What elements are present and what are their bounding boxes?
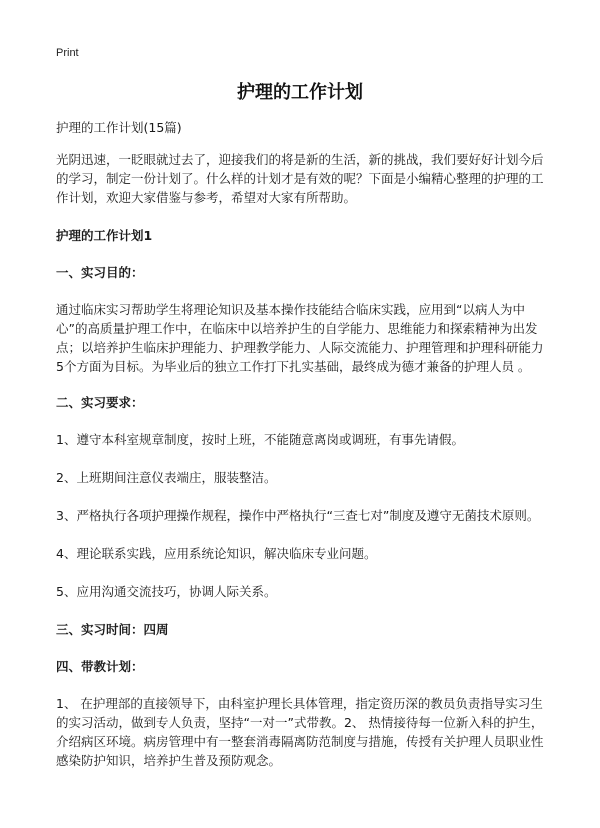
page-title: 护理的工作计划 bbox=[237, 82, 363, 103]
heading-requirements: 二、实习要求： bbox=[56, 395, 144, 410]
heading-goal: 一、实习目的： bbox=[56, 265, 144, 280]
plan-paragraph: 1、 在护理部的直接领导下，由科室护理长具体管理，指定资历深的教员负责指导实习生的实习活动，做到专人负责，坚持“一对一”式带教。2、 热情接待每一位新入科的护生，介绍病区环境。病房管理中有一整套消毒隔离防范制度与措施，传授有关护理人员职业性感染防护知识，培养护生普及预防观念。 bbox=[56, 696, 544, 768]
subtitle: 护理的工作计划(15篇) bbox=[56, 120, 182, 135]
heading-plan: 四、带教计划： bbox=[56, 659, 144, 674]
heading-time: 三、实习时间：四周 bbox=[56, 622, 169, 637]
print-link[interactable]: Print bbox=[56, 47, 79, 59]
section-title: 护理的工作计划1 bbox=[56, 228, 153, 243]
requirement-item: 5、应用沟通交流技巧，协调人际关系。 bbox=[56, 584, 277, 599]
requirement-item: 3、严格执行各项护理操作规程，操作中严格执行“三查七对”制度及遵守无菌技术原则。 bbox=[56, 508, 540, 523]
goal-paragraph: 通过临床实习帮助学生将理论知识及基本操作技能结合临床实践，应用到“以病人为中心”的高质量护理工作中，在临床中以培养护生的自学能力、思维能力和探索精神为出发点；以培养护生临床护理能力、护理教学能力、人际交流能力、护理管理和护理科研能力5个方面为目标。为毕业后的独立工作打下扎实基础，最终成为德才兼备的护理人员 。 bbox=[56, 302, 544, 374]
intro-paragraph: 光阴迅速，一眨眼就过去了，迎接我们的将是新的生活，新的挑战，我们要好好计划今后的学习，制定一份计划了。什么样的计划才是有效的呢？下面是小编精心整理的护理的工作计划，欢迎大家借鉴与参考，希望对大家有所帮助。 bbox=[56, 152, 544, 205]
requirement-item: 2、上班期间注意仪表端庄，服装整洁。 bbox=[56, 470, 277, 485]
article-body bbox=[56, 118, 548, 787]
requirement-item: 1、遵守本科室规章制度，按时上班，不能随意离岗或调班，有事先请假。 bbox=[56, 432, 464, 447]
requirement-item: 4、理论联系实践，应用系统论知识，解决临床专业问题。 bbox=[56, 546, 377, 561]
